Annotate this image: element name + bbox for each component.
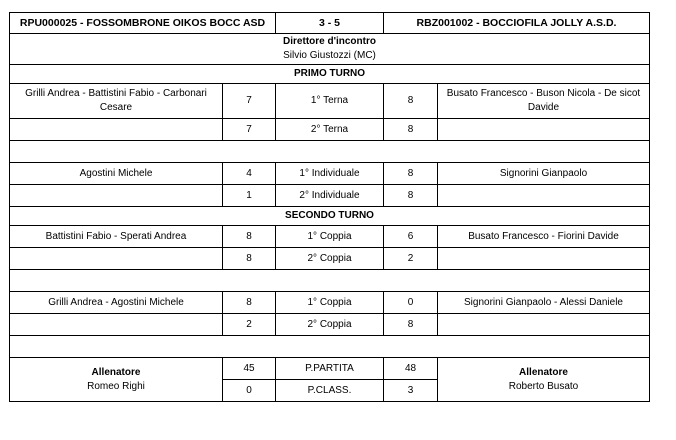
away-score: 8	[384, 185, 438, 207]
away-points: 48	[384, 358, 438, 380]
home-players: Grilli Andrea - Battistini Fabio - Carbonari Cesare	[10, 84, 223, 119]
match-report-table	[9, 12, 650, 402]
home-class-points: 0	[223, 380, 276, 402]
game-label: 1° Terna	[276, 84, 384, 119]
home-team-name: RPU000025 - FOSSOMBRONE OIKOS BOCC ASD	[10, 13, 276, 34]
game-label: 2° Individuale	[276, 185, 384, 207]
spacer-cell	[10, 270, 650, 292]
home-coach-name: Romeo Righi	[87, 380, 145, 392]
away-players: Signorini Gianpaolo - Alessi Daniele	[438, 292, 650, 314]
away-score: 0	[384, 292, 438, 314]
away-players-empty	[438, 185, 650, 207]
home-players: Grilli Andrea - Agostini Michele	[10, 292, 223, 314]
director-cell	[10, 34, 650, 65]
header-row	[10, 13, 650, 34]
spacer-cell	[10, 141, 650, 163]
spacer-cell	[10, 336, 650, 358]
home-score: 4	[223, 163, 276, 185]
spacer-row	[10, 336, 650, 358]
table-row	[10, 119, 650, 141]
table-row	[10, 185, 650, 207]
away-players: Signorini Gianpaolo	[438, 163, 650, 185]
home-score: 7	[223, 119, 276, 141]
away-players-empty	[438, 248, 650, 270]
home-players-empty	[10, 119, 223, 141]
away-coach-cell	[438, 358, 650, 402]
home-players-empty	[10, 314, 223, 336]
table-row	[10, 292, 650, 314]
away-score: 6	[384, 226, 438, 248]
home-score: 8	[223, 226, 276, 248]
game-label: 2° Coppia	[276, 314, 384, 336]
away-players-empty	[438, 314, 650, 336]
home-score: 2	[223, 314, 276, 336]
table-row	[10, 358, 650, 380]
director-label: Direttore d'incontro	[283, 36, 376, 47]
game-label: 1° Coppia	[276, 226, 384, 248]
home-players-empty	[10, 248, 223, 270]
home-players: Agostini Michele	[10, 163, 223, 185]
spacer-row	[10, 141, 650, 163]
away-score: 8	[384, 163, 438, 185]
secondo-turno-row	[10, 207, 650, 226]
away-score: 8	[384, 314, 438, 336]
director-name: Silvio Giustozzi (MC)	[283, 50, 376, 61]
table-row	[10, 226, 650, 248]
game-label: 2° Coppia	[276, 248, 384, 270]
away-players-empty	[438, 119, 650, 141]
home-coach-cell	[10, 358, 223, 402]
table-row	[10, 314, 650, 336]
table-row	[10, 248, 650, 270]
director-row	[10, 34, 650, 65]
home-points: 45	[223, 358, 276, 380]
table-row	[10, 163, 650, 185]
primo-turno-row	[10, 65, 650, 84]
secondo-turno-title: SECONDO TURNO	[10, 207, 650, 226]
away-coach-name: Roberto Busato	[508, 380, 579, 392]
points-label: P.PARTITA	[276, 358, 384, 380]
home-score: 1	[223, 185, 276, 207]
game-label: 1° Coppia	[276, 292, 384, 314]
home-players-empty	[10, 185, 223, 207]
home-coach-label: Allenatore	[91, 366, 141, 378]
primo-turno-title: PRIMO TURNO	[10, 65, 650, 84]
game-label: 2° Terna	[276, 119, 384, 141]
away-score: 8	[384, 119, 438, 141]
home-players: Battistini Fabio - Sperati Andrea	[10, 226, 223, 248]
away-class-points: 3	[384, 380, 438, 402]
home-score: 7	[223, 84, 276, 119]
class-points-label: P.CLASS.	[276, 380, 384, 402]
home-score: 8	[223, 292, 276, 314]
away-team-name: RBZ001002 - BOCCIOFILA JOLLY A.S.D.	[384, 13, 650, 34]
away-coach-label: Allenatore	[519, 366, 568, 378]
home-score: 8	[223, 248, 276, 270]
away-players: Busato Francesco - Fiorini Davide	[438, 226, 650, 248]
away-score: 8	[384, 84, 438, 119]
away-players: Busato Francesco - Buson Nicola - De sicot Davide	[438, 84, 650, 119]
away-score: 2	[384, 248, 438, 270]
table-row	[10, 84, 650, 119]
match-score: 3 - 5	[276, 13, 384, 34]
game-label: 1° Individuale	[276, 163, 384, 185]
spacer-row	[10, 270, 650, 292]
